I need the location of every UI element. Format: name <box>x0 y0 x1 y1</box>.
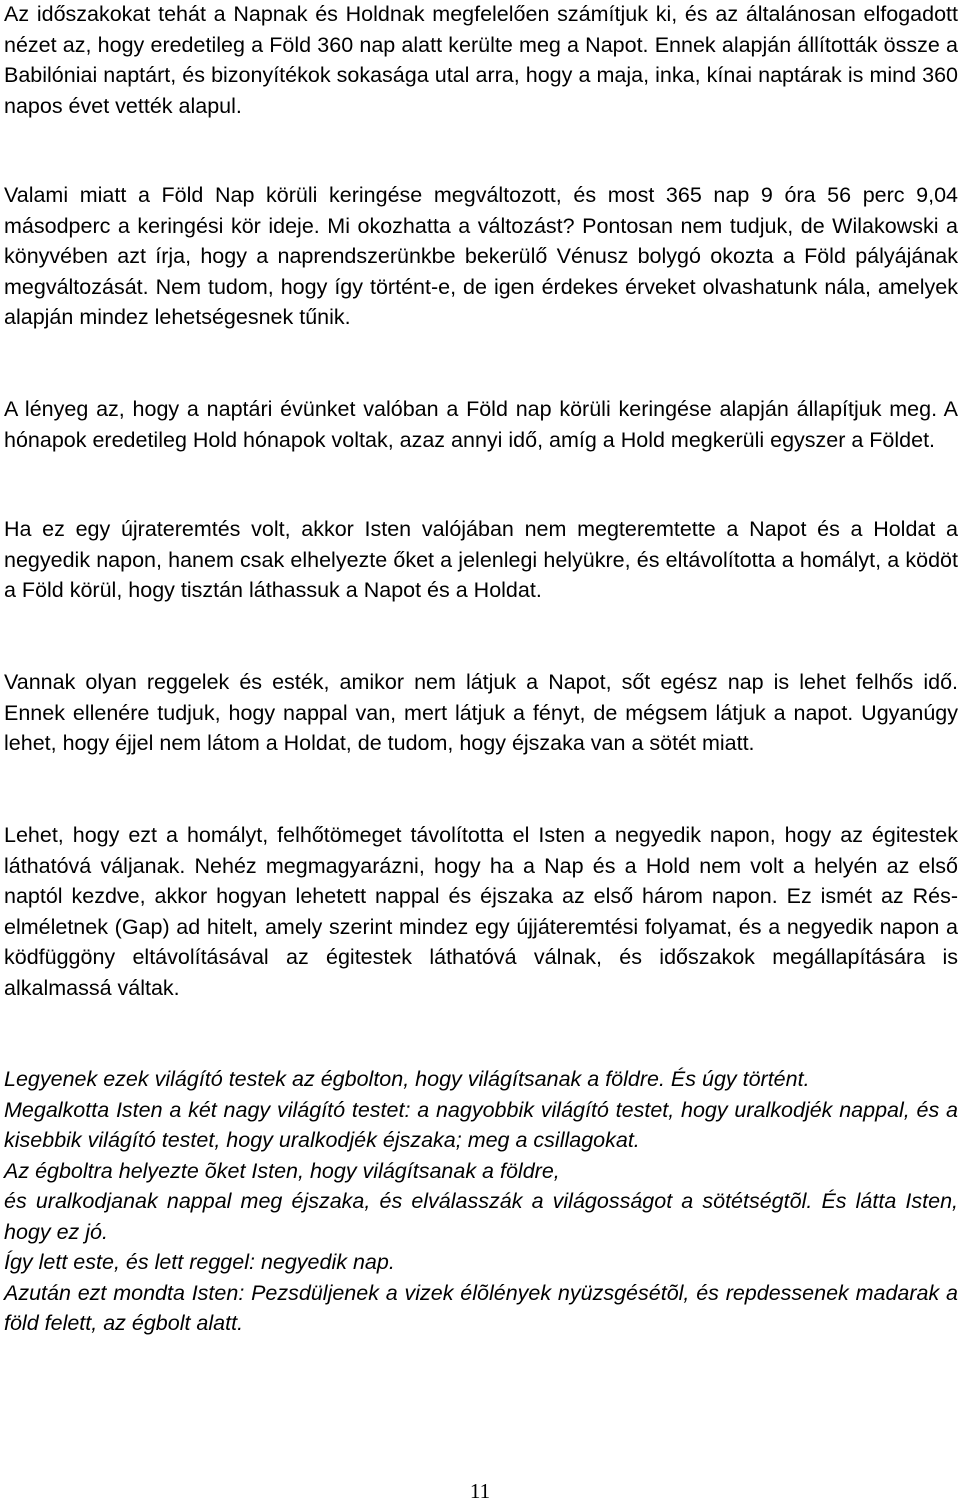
quote-line: Így lett este, és lett reggel: negyedik nap. <box>4 1250 395 1274</box>
page-number: 11 <box>469 1479 491 1503</box>
paragraph-calendar-origins: Az időszakokat tehát a Napnak és Holdnak megfelelően számítjuk ki, és az általánosan elfogadott nézet az, hogy eredetileg a Föld 360 nap alatt kerülte meg a Napot. Ennek alapján állították össze a Babilóniai naptárt, és bizonyítékok sokasága utal arra, hogy a maja, inka, kínai naptárak is mind 360 napos évet vették alapul. <box>4 2 958 118</box>
paragraph-orbit-change: Valami miatt a Föld Nap körüli keringése megváltozott, és most 365 nap 9 óra 56 perc 9,04 másodperc a keringési kör ideje. Mi okozhatta a változást? Pontosan nem tudjuk, de Wilakowski a könyvében azt írja, hogy a naprendszerünkbe bekerülő Vénusz bolygó okozta a Föld pályájának megváltozását. Nem tudom, hogy így történt-e, de igen érdekes érveket olvashatunk nála, amelyek alapján mindez lehetségesnek tűnik. <box>4 183 958 329</box>
quote-line: Azután ezt mondta Isten: Pezsdüljenek a vizek élõlények nyüzsgésétõl, és repdessenek madarak a föld felett, az égbolt alatt. <box>4 1280 958 1335</box>
quote-line: Legyenek ezek világító testek az égbolton, hogy világítsanak a földre. És úgy történt. <box>4 1067 810 1091</box>
quote-line: Megalkotta Isten a két nagy világító testet: a nagyobbik világító testet, hogy uralkodjék nappal, és a kisebbik világító testet, hogy uralkodjék éjszaka; meg a csillagokat. <box>4 1097 958 1152</box>
quote-line: és uralkodjanak nappal meg éjszaka, és elválasszák a világosságot a sötétségtõl. És látta Isten, hogy ez jó. <box>4 1189 958 1244</box>
paragraph-gap-theory: Lehet, hogy ezt a homályt, felhőtömeget távolította el Isten a negyedik napon, hogy az égitestek láthatóvá váljanak. Nehéz megmagyarázni, hogy ha a Nap és a Hold nem volt a helyén az első naptól kezdve, akkor hogyan lehetett nappal és éjszaka az első három napon. Ez ismét az Rés-elméletnek (Gap) ad hitelt, amely szerint mindez egy újjáteremtési folyamat, és a negyedik napon a ködfüggöny eltávolításával az égitestek láthatóvá válnak, és időszakok megállapítására is alkalmassá váltak. <box>4 823 958 1000</box>
paragraph-cloudy-days: Vannak olyan reggelek és esték, amikor nem látjuk a Napot, sőt egész nap is lehet felhős idő. Ennek ellenére tudjuk, hogy nappal van, mert látjuk a fényt, de mégsem látjuk a napot. Ugyanúgy lehet, hogy éjjel nem látom a Holdat, de tudom, hogy éjszaka van a sötét miatt. <box>4 670 958 755</box>
paragraph-recreation: Ha ez egy újrateremtés volt, akkor Isten valójában nem megteremtette a Napot és a Holdat a negyedik napon, hanem csak elhelyezte őket a jelenlegi helyükre, és eltávolította a homályt, a ködöt a Föld körül, hogy tisztán láthassuk a Napot és a Holdat. <box>4 517 958 602</box>
quote-line: Az égboltra helyezte õket Isten, hogy világítsanak a földre, <box>4 1158 560 1183</box>
scripture-quote <box>4 1064 958 1339</box>
paragraph-calendar-year: A lényeg az, hogy a naptári évünket valóban a Föld nap körüli keringése alapján állapítjuk meg. A hónapok eredetileg Hold hónapok voltak, azaz annyi idő, amíg a Hold megkerüli egyszer a Földet. <box>4 397 958 452</box>
